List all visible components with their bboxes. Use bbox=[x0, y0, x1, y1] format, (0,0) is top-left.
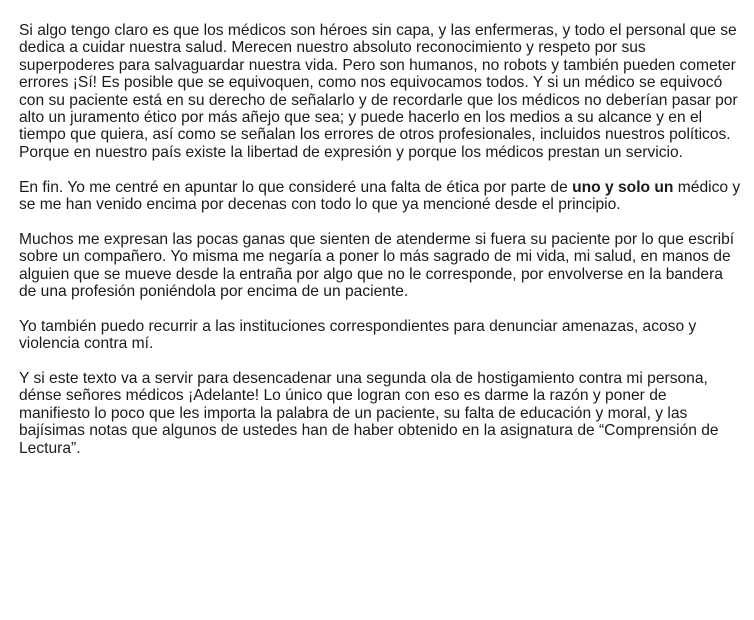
paragraph-1: Si algo tengo claro es que los médicos son héroes sin capa, y las enfermeras, y todo el personal que se dedica a cuidar nuestra salud. Merecen nuestro absoluto reconocimiento y respeto por sus superpoderes para salvaguardar nuestra vida. Pero son humanos, no robots y también pueden cometer errores ¡Sí! Es posible que se equivoquen, como nos equivocamos todos. Y si un médico se equivocó con su paciente está en su derecho de señalarlo y de recordarle que los médicos no deberían pasar por alto un juramento ético por más añejo que sea; y puede hacerlo en los medios a su alcance y en el tiempo que quiera, así como se señalan los errores de otros profesionales, incluidos nuestros políticos. Porque en nuestro país existe la libertad de expresión y porque los médicos prestan un servicio. bbox=[19, 22, 738, 161]
paragraph-3: Muchos me expresan las pocas ganas que sienten de atenderme si fuera su paciente por lo que escribí sobre un compañero. Yo misma me negaría a poner lo más sagrado de mi vida, mi salud, en manos de alguien que se mueve desde la entraña por algo que no le corresponde, por envolverse en la bandera de una profesión poniéndola por encima de un paciente. bbox=[19, 230, 735, 301]
paragraph-2-text-after: médico y se me han venido encima por decenas con todo lo que ya mencioné desde el principio. bbox=[19, 178, 741, 214]
paragraph-2-bold-emphasis: uno y solo un bbox=[572, 178, 674, 196]
document-body bbox=[19, 22, 741, 474]
paragraph-5: Y si este texto va a servir para desencadenar una segunda ola de hostigamiento contra mi persona, dénse señores médicos ¡Adelante! Lo único que logran con eso es darme la razón y poner de manifiesto lo poco que les importa la palabra de un paciente, su falta de educación y moral, y las bajísimas notas que algunos de ustedes han de haber obtenido en la asignatura de “Comprensión de Lectura”. bbox=[19, 370, 719, 457]
paragraph-4: Yo también puedo recurrir a las instituciones correspondientes para denunciar amenazas, acoso y violencia contra mí. bbox=[19, 317, 697, 353]
paragraph-2 bbox=[19, 179, 741, 214]
paragraph-2-text-before: En fin. Yo me centré en apuntar lo que consideré una falta de ética por parte de bbox=[19, 178, 573, 196]
